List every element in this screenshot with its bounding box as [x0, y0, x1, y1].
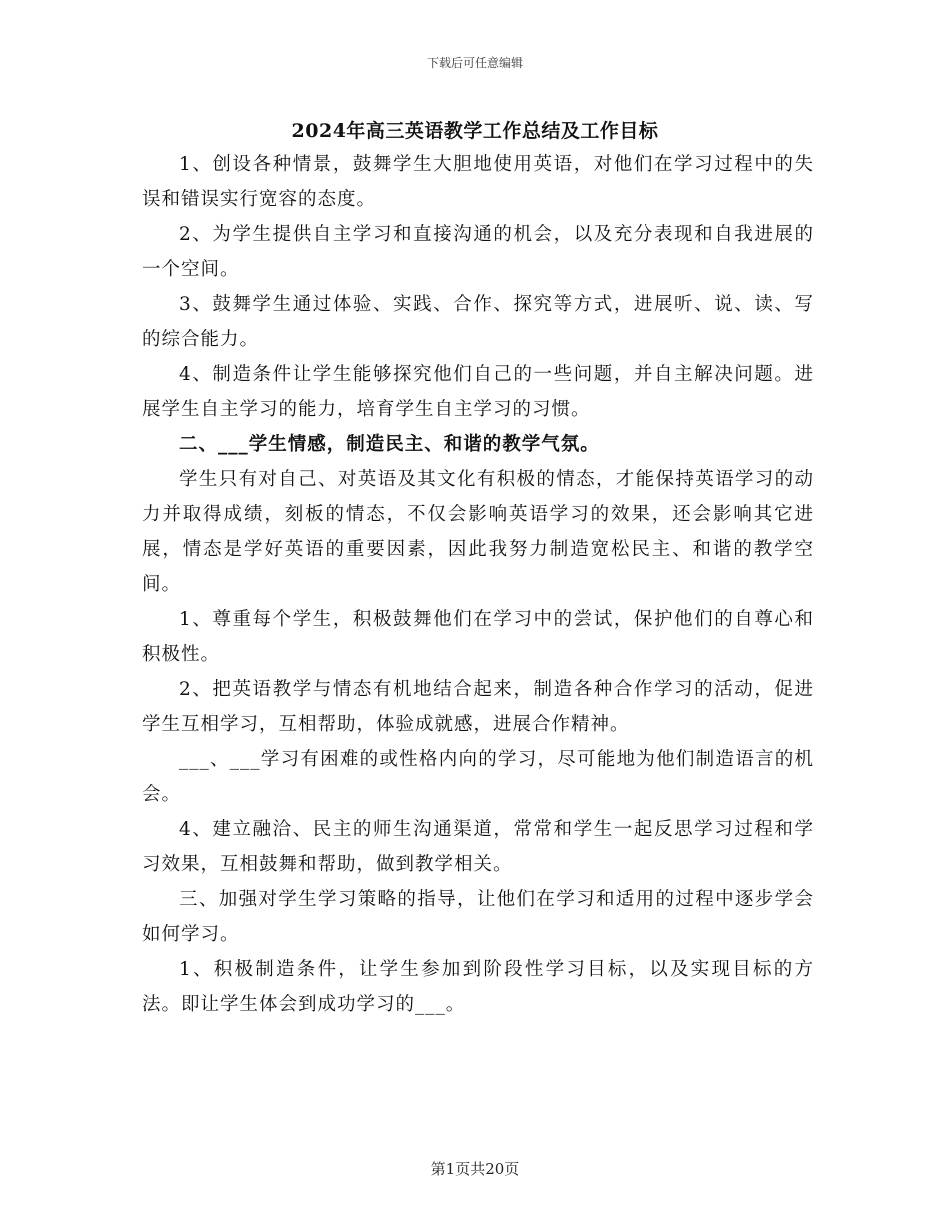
paragraph: 4、建立融洽、民主的师生沟通渠道，常常和学生一起反思学习过程和学习效果，互相鼓舞和帮助，做到教学相关。	[142, 819, 814, 875]
paragraph: 2、为学生提供自主学习和直接沟通的机会，以及充分表现和自我进展的一个空间。	[142, 224, 814, 280]
paragraph: ___、___学习有困难的或性格内向的学习，尽可能地为他们制造语言的机会。	[142, 749, 814, 805]
page-header: 下载后可任意编辑	[426, 56, 523, 70]
section-heading: 二、___学生情感，制造民主、和谐的教学气氛。	[179, 434, 600, 455]
paragraph: 学生只有对自己、对英语及其文化有积极的情态，才能保持英语学习的动力并取得成绩，刻板的情态，不仅会影响英语学习的效果，还会影响其它进展，情态是学好英语的重要因素，因此我努力制造宽松民主、和谐的教学空间。	[142, 469, 814, 595]
section-heading: 三、加强对学生学习策略的指导，让他们在学习和适用的过程中逐步学会如何学习。	[142, 889, 814, 945]
paragraph: 1、创设各种情景，鼓舞学生大胆地使用英语，对他们在学习过程中的失误和错误实行宽容的态度。	[142, 154, 814, 210]
paragraph: 3、鼓舞学生通过体验、实践、合作、探究等方式，进展听、说、读、写的综合能力。	[142, 294, 814, 350]
paragraph: 1、积极制造条件，让学生参加到阶段性学习目标，以及实现目标的方法。即让学生体会到成功学习的___。	[142, 959, 814, 1015]
paragraph: 1、尊重每个学生，积极鼓舞他们在学习中的尝试，保护他们的自尊心和积极性。	[142, 609, 814, 665]
document-title: 2024年高三英语教学工作总结及工作目标	[291, 120, 659, 142]
paragraph: 4、制造条件让学生能够探究他们自己的一些问题，并自主解决问题。进展学生自主学习的能力，培育学生自主学习的习惯。	[142, 364, 814, 420]
paragraph: 2、把英语教学与情态有机地结合起来，制造各种合作学习的活动，促进学生互相学习，互相帮助，体验成就感，进展合作精神。	[142, 679, 814, 735]
document-body	[142, 147, 814, 1022]
page-footer: 第1页共20页	[430, 1160, 520, 1178]
